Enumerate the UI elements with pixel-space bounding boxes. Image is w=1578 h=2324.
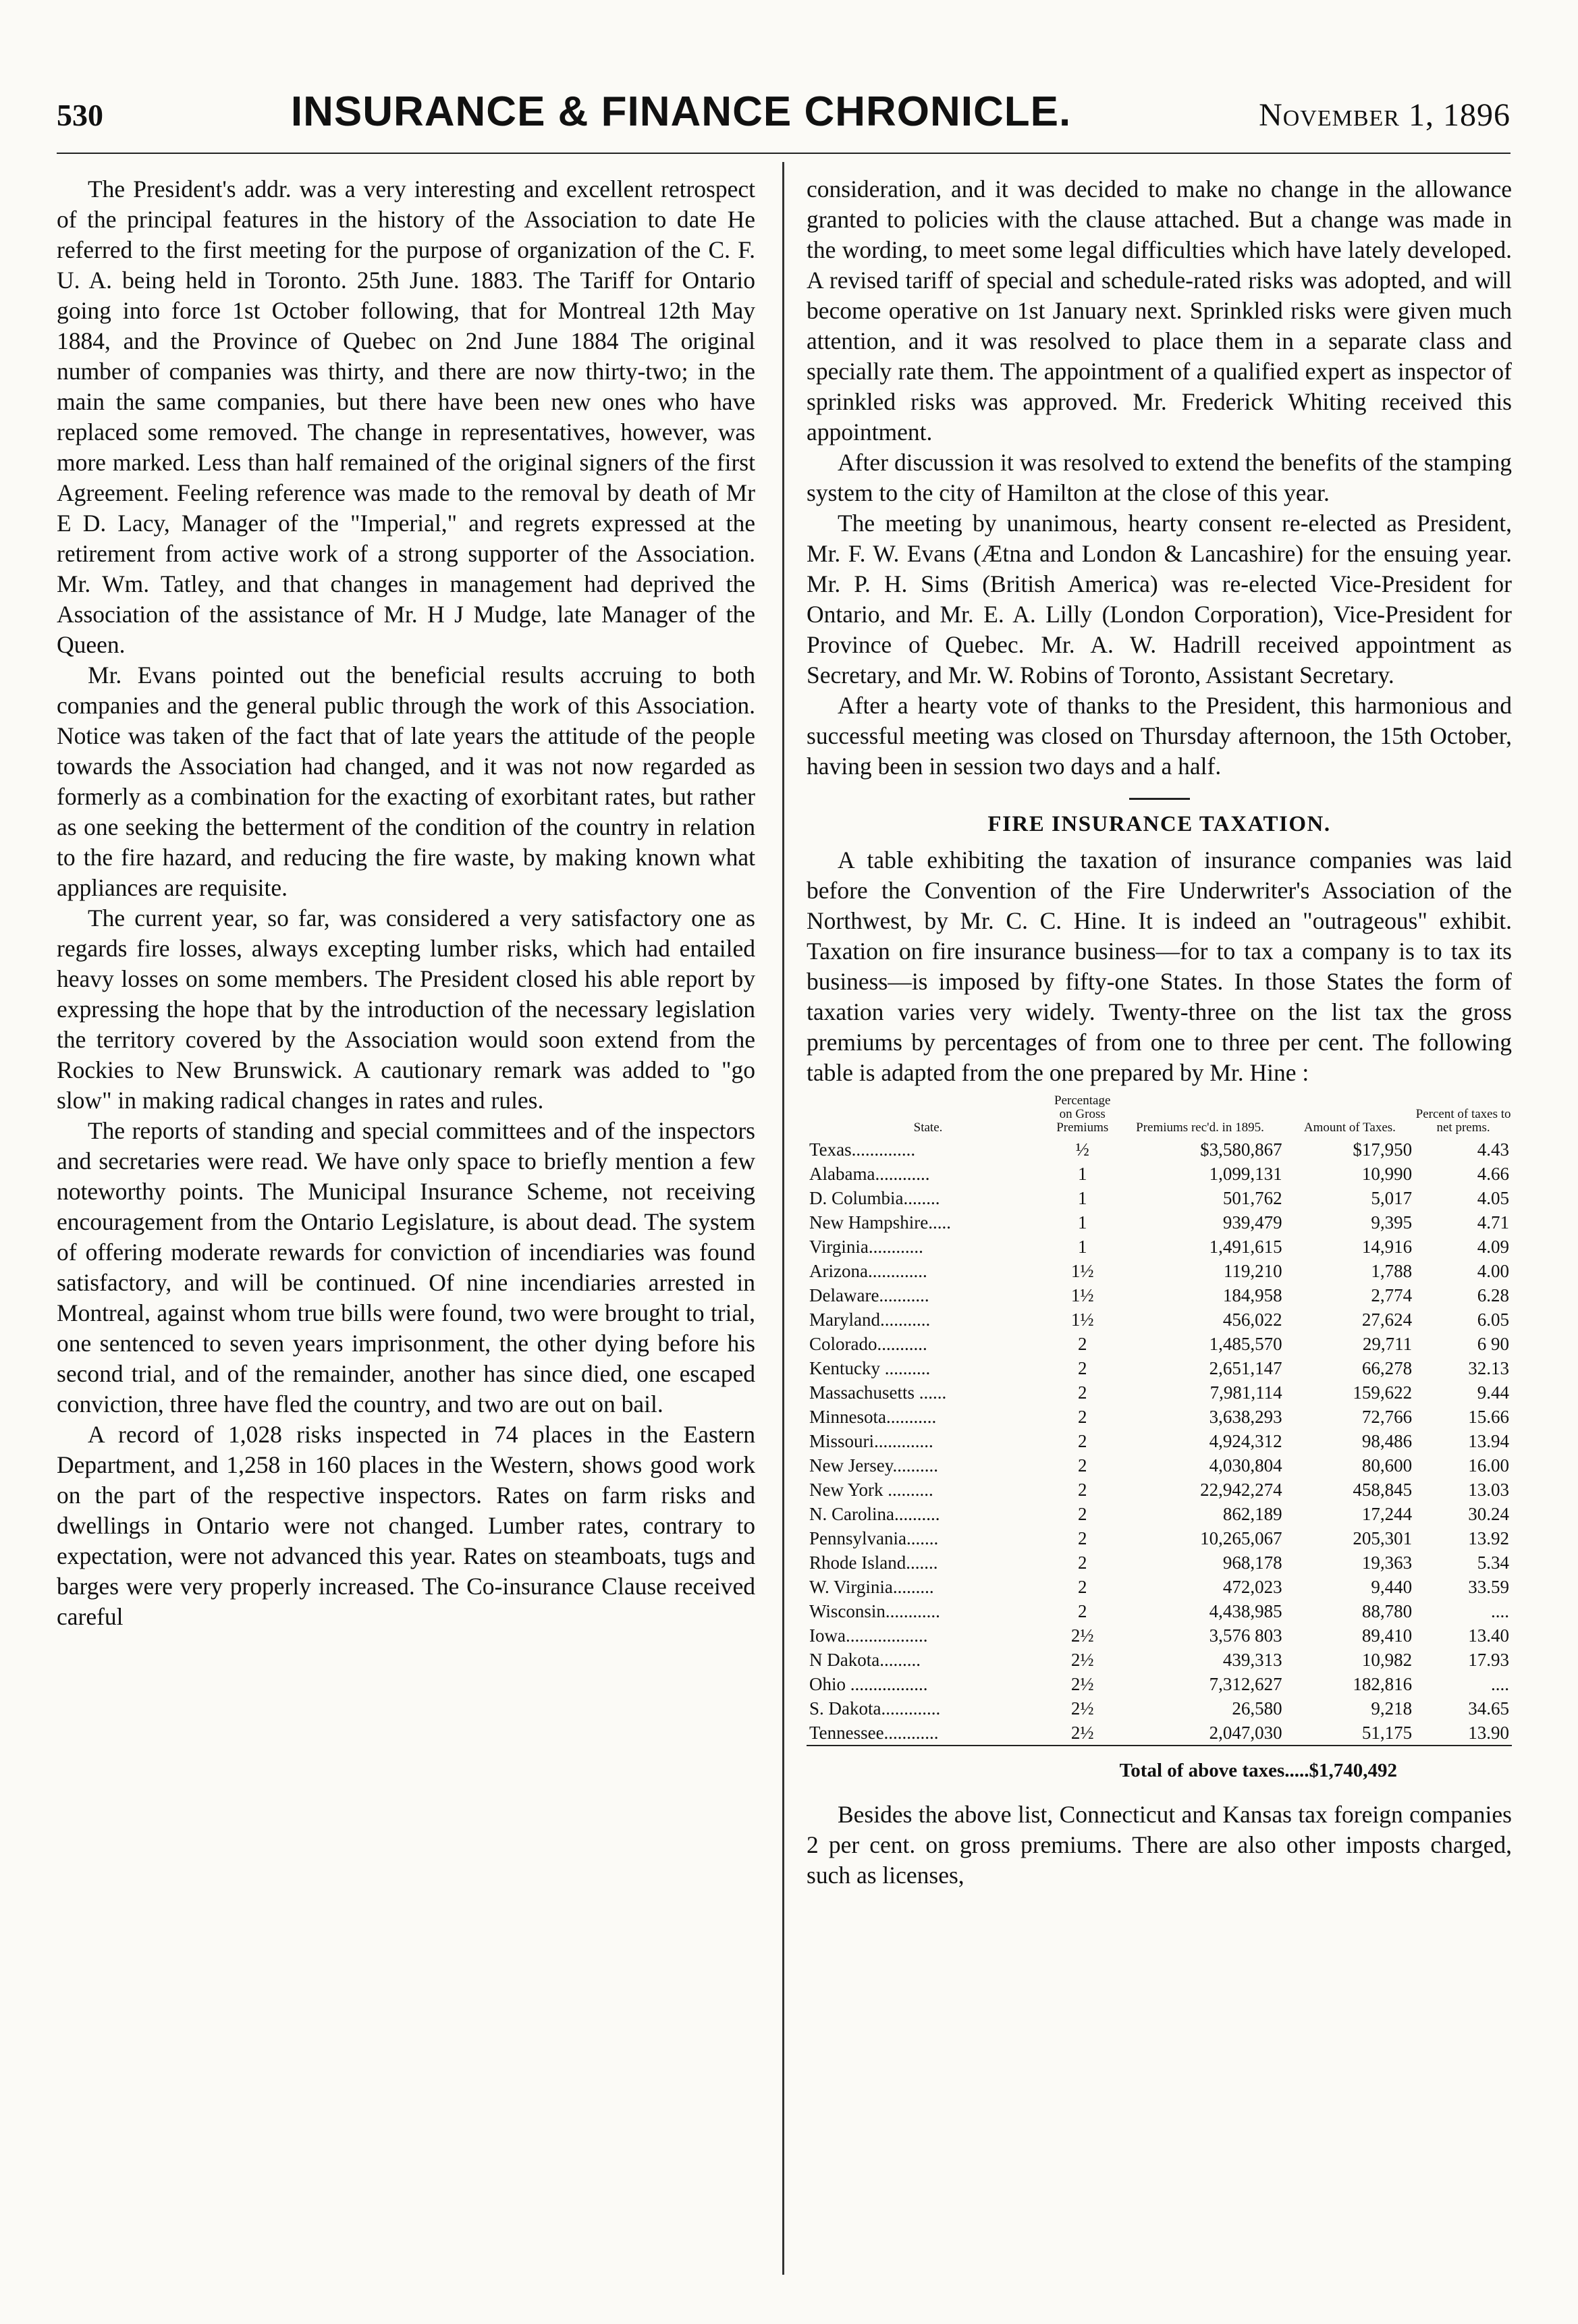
table-row bbox=[807, 1623, 1512, 1648]
percentage-cell: 1 bbox=[1077, 1188, 1087, 1208]
state-cell: Rhode Island....... bbox=[809, 1552, 938, 1573]
paragraph: The reports of standing and special committees and of the inspectors and secretaries were read. We have only space to briefly mention a few noteworthy points. The Municipal Insurance Scheme, not receiving encouragement from the Ontario Legislature, is about dead. The system of offering moderate rewards for conviction of incendiaries was found satisfactory, and will be continued. Of nine incendiaries arrested in Montreal, against whom true bills were found, two were brought to trial, one sentenced to seven years imprisonment, the other dying before his second trial, and of the remainder, another has since died, one escaped conviction, three have fled the country, and two are out on bail. bbox=[57, 1117, 755, 1417]
amount-cell: 5,017 bbox=[1371, 1188, 1413, 1208]
header-rule bbox=[57, 153, 1511, 154]
amount-cell: 205,301 bbox=[1353, 1528, 1413, 1548]
table-row bbox=[807, 1502, 1512, 1526]
percentage-cell: 1½ bbox=[1070, 1309, 1094, 1330]
state-cell: Delaware........... bbox=[809, 1285, 929, 1305]
percentage-cell: 2 bbox=[1077, 1601, 1087, 1621]
amount-cell: 29,711 bbox=[1362, 1334, 1413, 1354]
state-cell: Iowa.................. bbox=[809, 1625, 928, 1646]
premiums-cell: 1,099,131 bbox=[1209, 1164, 1282, 1184]
col-header-percentage: Percentage on Gross Premiums bbox=[1054, 1093, 1111, 1135]
percent-cell: 13.92 bbox=[1468, 1528, 1509, 1548]
publication-title: INSURANCE & FINANCE CHRONICLE. bbox=[290, 88, 1072, 135]
percent-cell: 13.40 bbox=[1468, 1625, 1509, 1646]
table-row bbox=[807, 1307, 1512, 1332]
premiums-cell: 26,580 bbox=[1232, 1698, 1282, 1719]
premiums-cell: 3,638,293 bbox=[1209, 1407, 1282, 1427]
paragraph: The current year, so far, was considered a very satisfactory one as regards fire losses, always excepting lumber risks, which had entailed heavy losses on some members. The President closed his able report by expressing the hope that by the introduction of the necessary legislation the territory covered by the Association would soon extend from the Rockies to New Brunswick. A cautionary remark was added to "go slow" in making radical changes in rates and rules. bbox=[57, 904, 755, 1114]
state-cell: Alabama............ bbox=[809, 1164, 930, 1184]
table-row bbox=[807, 1186, 1512, 1210]
percentage-cell: 2½ bbox=[1070, 1698, 1094, 1719]
page-number: 530 bbox=[57, 98, 103, 132]
table-row bbox=[807, 1380, 1512, 1405]
percentage-cell: 1 bbox=[1077, 1164, 1087, 1184]
amount-cell: 98,486 bbox=[1361, 1431, 1413, 1451]
percent-cell: 13.03 bbox=[1468, 1480, 1509, 1500]
table-row bbox=[807, 1332, 1512, 1356]
table-row bbox=[807, 1405, 1512, 1429]
state-cell: Maryland........... bbox=[809, 1309, 931, 1330]
table-row bbox=[807, 1356, 1512, 1380]
amount-cell: 1,788 bbox=[1371, 1261, 1413, 1281]
paragraph: A table exhibiting the taxation of insurance companies was laid before the Convention of the Fire Underwriter's Association of the Northwest, by Mr. C. C. Hine. It is indeed an "outrageous" exhibit. Taxation on fire insurance business—for to tax a company is to tax its business—is imposed by fifty-one States. In those States the form of taxation varies very widely. Twenty-three on the list tax the gross premiums by percentages of from one to three per cent. The following table is adapted from the one prepared by Mr. Hine : bbox=[807, 846, 1512, 1086]
amount-cell: 51,175 bbox=[1285, 1721, 1415, 1746]
amount-cell: 80,600 bbox=[1361, 1455, 1413, 1476]
premiums-cell: 4,030,804 bbox=[1209, 1455, 1282, 1476]
premiums-cell: 1,485,570 bbox=[1209, 1334, 1282, 1354]
amount-cell: 88,780 bbox=[1361, 1601, 1413, 1621]
table-row bbox=[807, 1599, 1512, 1623]
table-row bbox=[807, 1648, 1512, 1672]
table-row bbox=[807, 1696, 1512, 1721]
section-rule bbox=[1129, 798, 1190, 800]
table-row bbox=[807, 1478, 1512, 1502]
percentage-cell: 2½ bbox=[1070, 1674, 1094, 1694]
percentage-cell: 2 bbox=[1077, 1577, 1087, 1597]
column-divider bbox=[782, 162, 784, 2275]
paragraph: After a hearty vote of thanks to the President, this harmonious and successful meeting was closed on Thursday afternoon, the 15th October, having been in session two days and a half. bbox=[807, 692, 1512, 780]
table-row bbox=[807, 1526, 1512, 1550]
col-header-state: State. bbox=[913, 1120, 943, 1135]
amount-cell: 10,990 bbox=[1361, 1164, 1413, 1184]
paragraph: Besides the above list, Connecticut and Kansas tax foreign companies 2 per cent. on gross premiums. There are also other imposts charged, such as licenses, bbox=[807, 1801, 1512, 1889]
percent-cell: 4.71 bbox=[1477, 1212, 1509, 1233]
percentage-cell: 2½ bbox=[1070, 1650, 1094, 1670]
premiums-cell: 456,022 bbox=[1222, 1309, 1282, 1330]
amount-cell: 19,363 bbox=[1361, 1552, 1413, 1573]
premiums-cell: 3,576 803 bbox=[1209, 1625, 1282, 1646]
amount-cell: 27,624 bbox=[1361, 1309, 1413, 1330]
amount-cell: 2,774 bbox=[1371, 1285, 1413, 1305]
paragraph: The President's addr. was a very interesting and excellent retrospect of the principal features in the history of the Association to date He referred to the first meeting for the purpose of organization of the C. F. U. A. being held in Toronto. 25th June. 1883. The Tariff for Ontario going into force 1st October following, that for Montreal 12th May 1884, and the Province of Quebec on 2nd June 1884 The original number of companies was thirty, and there are now thirty-two; in the main the same companies, but there have been new ones who have replaced some removed. The change in representatives, however, was more marked. Less than half remained of the original signers of the first Agreement. Feeling reference was made to the removal by death of Mr E D. Lacy, Manager of the "Imperial," and regrets expressed at the retirement from active work of a strong supporter of the Association. Mr. Wm. Tatley, and that changes in management had deprived the Association of the assistance of Mr. H J Mudge, late Manager of the Queen. bbox=[57, 175, 755, 658]
percentage-cell: 2 bbox=[1077, 1552, 1087, 1573]
percentage-cell: 1 bbox=[1077, 1237, 1087, 1257]
table-row bbox=[807, 1550, 1512, 1575]
percentage-cell: 2 bbox=[1077, 1407, 1087, 1427]
amount-cell: 10,982 bbox=[1361, 1650, 1413, 1670]
percent-cell: 30.24 bbox=[1468, 1504, 1509, 1524]
state-cell: Massachusetts ...... bbox=[809, 1382, 947, 1403]
table-row bbox=[807, 1575, 1512, 1599]
percent-cell: 4.43 bbox=[1477, 1139, 1509, 1160]
table-row bbox=[807, 1210, 1512, 1235]
table-row bbox=[807, 1162, 1512, 1186]
amount-cell: 9,395 bbox=[1371, 1212, 1413, 1233]
amount-cell: 182,816 bbox=[1353, 1674, 1413, 1694]
percent-cell: 4.00 bbox=[1477, 1261, 1509, 1281]
premiums-cell: 968,178 bbox=[1222, 1552, 1282, 1573]
col-header-amount: Amount of Taxes. bbox=[1303, 1120, 1396, 1135]
table-total: Total of above taxes.....$1,740,492 bbox=[1119, 1760, 1397, 1781]
state-cell: Virginia............ bbox=[809, 1237, 923, 1257]
amount-cell: 9,440 bbox=[1371, 1577, 1413, 1597]
state-cell: Minnesota........... bbox=[809, 1407, 937, 1427]
percent-cell: 6 90 bbox=[1477, 1334, 1509, 1354]
state-cell: New Jersey.......... bbox=[809, 1455, 938, 1476]
percentage-cell: 2 bbox=[1077, 1504, 1087, 1524]
state-cell: New York .......... bbox=[809, 1480, 933, 1500]
percent-cell: 4.66 bbox=[1477, 1164, 1509, 1184]
paragraph: After discussion it was resolved to extend the benefits of the stamping system to the city of Hamilton at the close of this year. bbox=[807, 449, 1512, 506]
premiums-cell: 10,265,067 bbox=[1200, 1528, 1282, 1548]
premiums-cell: 22,942,274 bbox=[1200, 1480, 1282, 1500]
state-cell: Tennessee............ bbox=[807, 1721, 1050, 1746]
premiums-cell: 7,312,627 bbox=[1209, 1674, 1282, 1694]
table-row bbox=[807, 1283, 1512, 1307]
left-column bbox=[57, 174, 755, 1632]
percentage-cell: 2 bbox=[1077, 1480, 1087, 1500]
amount-cell: 72,766 bbox=[1361, 1407, 1413, 1427]
percentage-cell: 2½ bbox=[1070, 1625, 1094, 1646]
percentage-cell: ½ bbox=[1075, 1139, 1089, 1160]
table-row bbox=[807, 1672, 1512, 1696]
percentage-cell: 2 bbox=[1077, 1528, 1087, 1548]
premiums-cell: 7,981,114 bbox=[1209, 1382, 1282, 1403]
state-cell: N. Carolina.......... bbox=[809, 1504, 940, 1524]
amount-cell: 66,278 bbox=[1361, 1358, 1413, 1378]
percent-cell: 6.05 bbox=[1477, 1309, 1509, 1330]
amount-cell: 458,845 bbox=[1353, 1480, 1413, 1500]
table-row bbox=[807, 1259, 1512, 1283]
percent-cell: 15.66 bbox=[1468, 1407, 1509, 1427]
percent-cell: 17.93 bbox=[1468, 1650, 1509, 1670]
percent-cell: 13.90 bbox=[1415, 1721, 1512, 1746]
premiums-cell: 501,762 bbox=[1222, 1188, 1282, 1208]
state-cell: Pennsylvania....... bbox=[809, 1528, 939, 1548]
state-cell: D. Columbia........ bbox=[809, 1188, 940, 1208]
state-cell: Texas.............. bbox=[809, 1139, 916, 1160]
premiums-cell: 4,438,985 bbox=[1209, 1601, 1282, 1621]
amount-cell: 14,916 bbox=[1361, 1237, 1413, 1257]
col-header-premiums: Premiums rec'd. in 1895. bbox=[1136, 1120, 1264, 1135]
premiums-cell: 439,313 bbox=[1222, 1650, 1282, 1670]
premiums-cell: 4,924,312 bbox=[1209, 1431, 1282, 1451]
state-cell: New Hampshire..... bbox=[809, 1212, 951, 1233]
state-cell: W. Virginia......... bbox=[809, 1577, 934, 1597]
state-cell: Missouri............. bbox=[809, 1431, 933, 1451]
percent-cell: 9.44 bbox=[1477, 1382, 1509, 1403]
percentage-cell: 2 bbox=[1077, 1455, 1087, 1476]
amount-cell: 89,410 bbox=[1361, 1625, 1413, 1646]
percentage-cell: 2 bbox=[1077, 1382, 1087, 1403]
percentage-cell: 2 bbox=[1077, 1334, 1087, 1354]
table-body bbox=[807, 1137, 1512, 1746]
percentage-cell: 1½ bbox=[1070, 1285, 1094, 1305]
paragraph: The meeting by unanimous, hearty consent re-elected as President, Mr. F. W. Evans (Ætna and London & Lancashire) for the ensuing year. Mr. P. H. Sims (British America) was re-elected Vice-President for Ontario, and Mr. E. A. Lilly (London Corporation), Vice-President for Province of Quebec. Mr. A. W. Hadrill received appointment as Secretary, and Mr. W. Robins of Toronto, Assistant Secretary. bbox=[807, 510, 1512, 688]
premiums-cell: 2,047,030 bbox=[1115, 1721, 1284, 1746]
table-row bbox=[807, 1137, 1512, 1162]
page-header bbox=[57, 88, 1511, 150]
state-cell: N Dakota......... bbox=[809, 1650, 921, 1670]
state-cell: Ohio ................. bbox=[809, 1674, 928, 1694]
section-title: FIRE INSURANCE TAXATION. bbox=[987, 812, 1331, 836]
paragraph: Mr. Evans pointed out the beneficial results accruing to both companies and the general public through the work of this Association. Notice was taken of the fact that of late years the attitude of the people towards the Association had changed, and it was not now regarded as formerly as a combination for the exacting of exorbitant rates, but rather as one seeking the betterment of the condition of the country in relation to the fire hazard, and reducing the fire waste, by making known what appliances are requisite. bbox=[57, 661, 755, 901]
paragraph: consideration, and it was decided to make no change in the allowance granted to policies with the clause attached. But a change was made in the wording, to meet some legal difficulties which have lately developed. A revised tariff of special and schedule-rated risks was adopted, and will become operative on 1st January next. Sprinkled risks were given much attention, and it was resolved to place them in a separate class and specially rate them. The appointment of a qualified expert as inspector of sprinkled risks was approved. Mr. Frederick Whiting received this appointment. bbox=[807, 175, 1512, 445]
col-header-percent: Percent of taxes to net prems. bbox=[1415, 1107, 1511, 1135]
percentage-cell: 1 bbox=[1077, 1212, 1087, 1233]
issue-date: November 1, 1896 bbox=[1259, 97, 1511, 133]
percent-cell: 5.34 bbox=[1477, 1552, 1509, 1573]
percentage-cell: 2 bbox=[1077, 1358, 1087, 1378]
percent-cell: 32.13 bbox=[1468, 1358, 1509, 1378]
percent-cell: 4.05 bbox=[1477, 1188, 1509, 1208]
percent-cell: .... bbox=[1491, 1601, 1509, 1621]
state-cell: Kentucky .......... bbox=[809, 1358, 931, 1378]
percent-cell: 16.00 bbox=[1468, 1455, 1509, 1476]
taxation-table bbox=[807, 1093, 1512, 1746]
percent-cell: 33.59 bbox=[1468, 1577, 1509, 1597]
percentage-cell: 1½ bbox=[1070, 1261, 1094, 1281]
amount-cell: 17,244 bbox=[1361, 1504, 1413, 1524]
state-cell: Wisconsin............ bbox=[809, 1601, 940, 1621]
premiums-cell: $3,580,867 bbox=[1200, 1139, 1282, 1160]
state-cell: Arizona............. bbox=[809, 1261, 927, 1281]
table-header-row bbox=[807, 1093, 1512, 1137]
premiums-cell: 939,479 bbox=[1222, 1212, 1282, 1233]
table-row bbox=[807, 1453, 1512, 1478]
premiums-cell: 2,651,147 bbox=[1209, 1358, 1282, 1378]
percent-cell: 6.28 bbox=[1477, 1285, 1509, 1305]
amount-cell: 9,218 bbox=[1371, 1698, 1413, 1719]
premiums-cell: 1,491,615 bbox=[1209, 1237, 1282, 1257]
table-row bbox=[807, 1235, 1512, 1259]
table-row bbox=[807, 1429, 1512, 1453]
premiums-cell: 119,210 bbox=[1223, 1261, 1282, 1281]
percent-cell: 34.65 bbox=[1468, 1698, 1509, 1719]
percent-cell: 13.94 bbox=[1468, 1431, 1509, 1451]
percent-cell: .... bbox=[1491, 1674, 1509, 1694]
premiums-cell: 862,189 bbox=[1222, 1504, 1282, 1524]
percentage-cell: 2 bbox=[1077, 1431, 1087, 1451]
state-cell: Colorado........... bbox=[809, 1334, 927, 1354]
state-cell: S. Dakota............. bbox=[809, 1698, 941, 1719]
premiums-cell: 472,023 bbox=[1222, 1577, 1282, 1597]
premiums-cell: 184,958 bbox=[1222, 1285, 1282, 1305]
amount-cell: 159,622 bbox=[1353, 1382, 1413, 1403]
percent-cell: 4.09 bbox=[1477, 1237, 1509, 1257]
table-row bbox=[807, 1721, 1512, 1746]
percentage-cell: 2½ bbox=[1050, 1721, 1115, 1746]
amount-cell: $17,950 bbox=[1353, 1139, 1413, 1160]
paragraph: A record of 1,028 risks inspected in 74 places in the Eastern Department, and 1,258 in 160 places in the Western, shows good work on the part of the respective inspectors. Rates on farm risks and dwellings in Ontario were not changed. Lumber rates, contrary to expectation, were not advanced this year. Rates on steamboats, tugs and barges were very properly increased. The Co-insurance Clause received careful bbox=[57, 1421, 755, 1630]
right-column bbox=[807, 174, 1512, 1891]
